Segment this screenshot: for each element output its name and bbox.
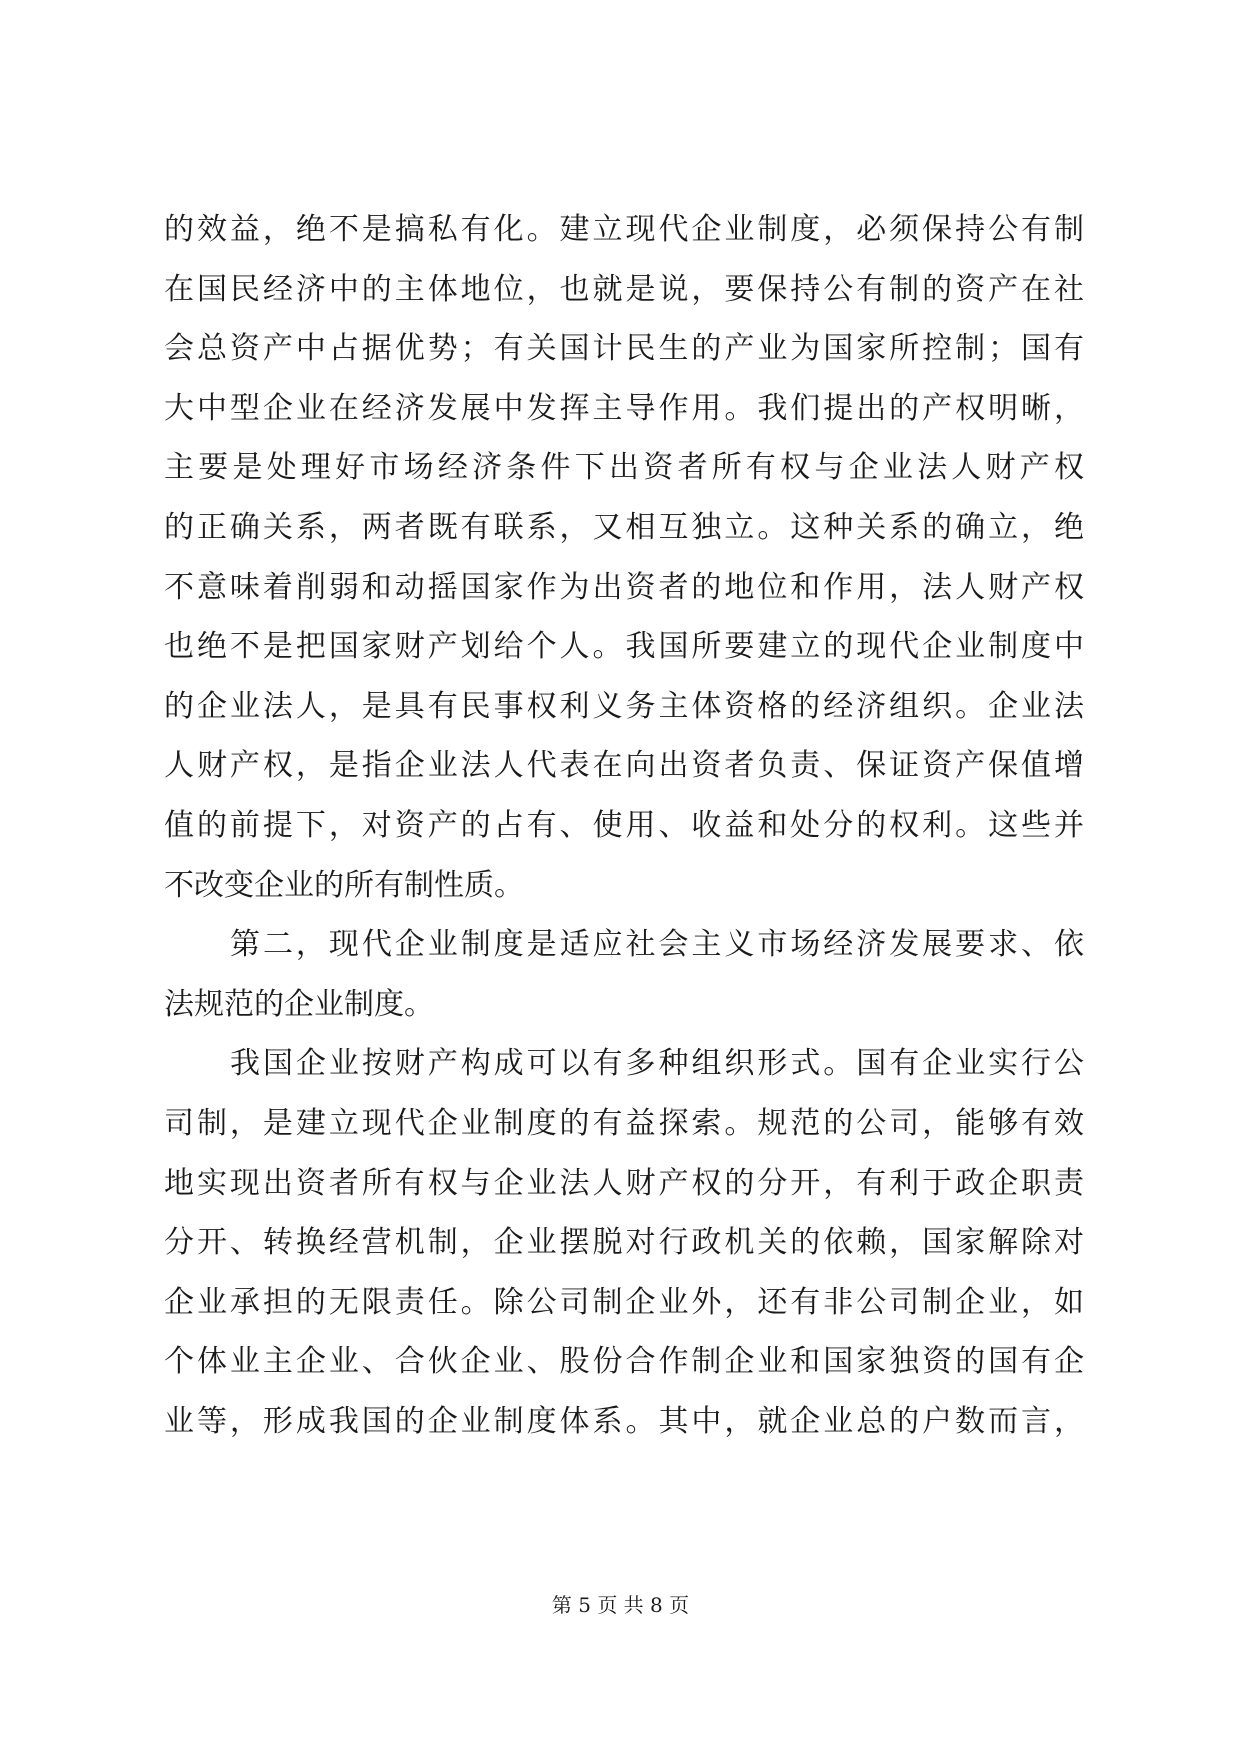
- text-line: 我国企业按财产构成可以有多种组织形式。国有企业实行公: [230, 1046, 1084, 1082]
- page-number-label: 第 5 页 共 8 页: [551, 1593, 690, 1617]
- text-line: 值的前提下，对资产的占有、使用、收益和处分的权利。这些并: [164, 807, 1084, 843]
- text-line: 人财产权，是指企业法人代表在向出资者负责、保证资产保值增: [164, 748, 1084, 784]
- text-line: 的企业法人，是具有民事权利义务主体资格的经济组织。企业法: [164, 688, 1084, 724]
- text-line: 会总资产中占据优势；有关国计民生的产业为国家所控制；国有: [164, 331, 1084, 367]
- text-line: 法规范的企业制度。: [164, 986, 434, 1022]
- text-line: 在国民经济中的主体地位，也就是说，要保持公有制的资产在社: [164, 271, 1084, 307]
- page-footer: [0, 1590, 1241, 1620]
- text-line: 也绝不是把国家财产划给个人。我国所要建立的现代企业制度中: [164, 629, 1084, 665]
- text-line: 的正确关系，两者既有联系，又相互独立。这种关系的确立，绝: [164, 509, 1084, 545]
- text-line: 不意味着削弱和动摇国家作为出资者的地位和作用，法人财产权: [164, 569, 1084, 605]
- text-line: 第二，现代企业制度是适应社会主义市场经济发展要求、依: [230, 927, 1084, 963]
- text-line: 大中型企业在经济发展中发挥主导作用。我们提出的产权明晰，: [164, 390, 1084, 426]
- text-line: 司制，是建立现代企业制度的有益探索。规范的公司，能够有效: [164, 1105, 1084, 1141]
- text-line: 分开、转换经营机制，企业摆脱对行政机关的依赖，国家解除对: [164, 1225, 1084, 1261]
- body-text: [164, 200, 1084, 1451]
- text-line: 业等，形成我国的企业制度体系。其中，就企业总的户数而言，: [164, 1403, 1084, 1439]
- text-line: 地实现出资者所有权与企业法人财产权的分开，有利于政企职责: [164, 1165, 1084, 1201]
- text-line: 个体业主企业、合伙企业、股份合作制企业和国家独资的国有企: [164, 1344, 1084, 1380]
- text-line: 企业承担的无限责任。除公司制企业外，还有非公司制企业，如: [164, 1284, 1084, 1320]
- text-line: 的效益，绝不是搞私有化。建立现代企业制度，必须保持公有制: [164, 212, 1084, 247]
- text-line: 主要是处理好市场经济条件下出资者所有权与企业法人财产权: [164, 450, 1084, 486]
- text-line: 不改变企业的所有制性质。: [164, 867, 524, 903]
